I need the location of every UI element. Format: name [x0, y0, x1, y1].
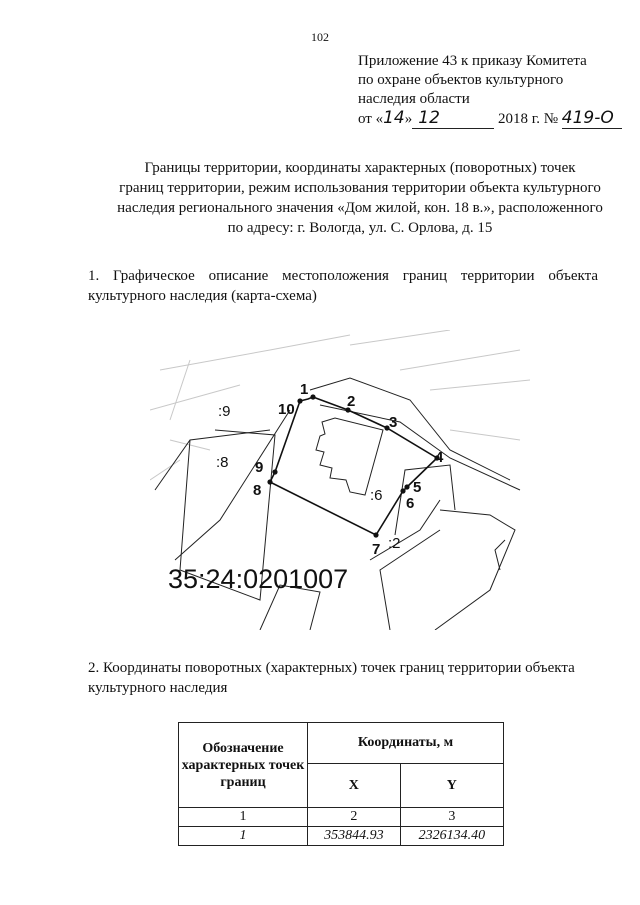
cadastral-map: [150, 330, 530, 630]
point-5: [404, 484, 409, 489]
point-label-8: 8: [253, 482, 262, 499]
date-year: 2018 г. №: [498, 111, 559, 127]
point-9: [272, 469, 277, 474]
title-line-4: по адресу: г. Вологда, ул. С. Орлова, д. 15: [227, 220, 493, 236]
map-background-lines: [150, 330, 530, 480]
date-month: 12: [412, 109, 494, 129]
point-label-9: 9: [255, 459, 264, 476]
coords-header: Координаты, м: [308, 723, 504, 764]
title-line-1: Границы территории, координаты характерных (поворотных) точек: [144, 160, 576, 176]
parcel-labels: [216, 403, 401, 552]
point-label-7: 7: [372, 541, 381, 558]
parcel-2-building: [435, 510, 515, 630]
x-header: X: [308, 764, 401, 808]
point-8: [267, 479, 272, 484]
parcel-label-9: :9: [218, 403, 231, 420]
section-2-line-2: культурного наследия: [88, 680, 228, 696]
point-10: [297, 398, 302, 403]
annex-header: [358, 52, 628, 129]
x-cell: 353844.93: [308, 827, 401, 846]
building-outline: [316, 418, 383, 495]
coordinates-table: [178, 722, 504, 846]
numbering-cell-2: 2: [308, 808, 401, 827]
annex-line-3: наследия области: [358, 91, 470, 107]
section-2-line-1: 2. Координаты поворотных (характерных) точек границ территории объекта: [88, 660, 575, 676]
y-header: Y: [400, 764, 503, 808]
annex-line-2: по охране объектов культурного: [358, 72, 564, 88]
parcel-6-outline: [395, 465, 455, 535]
point-labels: [253, 381, 444, 558]
section-1-heading: [88, 266, 598, 306]
cadastral-block-number: 35:24:0201007: [168, 564, 349, 594]
point-label-6: 6: [406, 495, 415, 512]
table-row: [179, 827, 504, 846]
point-label-4: 4: [435, 449, 444, 466]
numbering-cell-1: 1: [179, 808, 308, 827]
point-6: [400, 488, 405, 493]
parcel-6-edge: [370, 500, 440, 560]
territory-boundary: [270, 397, 437, 535]
point-label-3: 3: [389, 414, 398, 431]
y-cell: 2326134.40: [400, 827, 503, 846]
numbering-cell-3: 3: [400, 808, 503, 827]
date-mid: »: [404, 111, 413, 127]
annex-line-1: Приложение 43 к приказу Комитета: [358, 53, 587, 69]
point-cell: 1: [179, 827, 308, 846]
point-label-10: 10: [278, 401, 295, 418]
col-point-header: Обозначение характерных точек границ: [179, 723, 308, 808]
date-day: 14: [383, 108, 405, 128]
parcel-label-6: :6: [370, 487, 383, 504]
parcel-label-2: :2: [388, 535, 401, 552]
point-7: [373, 532, 378, 537]
point-label-5: 5: [413, 479, 422, 496]
section-2-heading: [88, 658, 598, 698]
annex-date-line: [358, 109, 628, 129]
section-1-line-2: культурного наследия (карта-схема): [88, 288, 317, 304]
page-number: 102: [311, 30, 329, 44]
document-title: [80, 158, 640, 238]
numbering-row: [179, 808, 504, 827]
title-line-3: наследия регионального значения «Дом жилой, кон. 18 в.», расположенного: [117, 200, 603, 216]
doc-number: 419-О: [562, 109, 622, 129]
section-1-line-1: 1. Графическое описание местоположения границ территории объекта: [88, 268, 598, 284]
parcel-9-top: [155, 430, 270, 490]
parcel-label-8: :8: [216, 454, 229, 471]
point-1: [310, 394, 315, 399]
parcel-9-edge: [175, 410, 290, 560]
point-label-2: 2: [347, 393, 356, 410]
date-prefix: от «: [358, 111, 384, 127]
point-label-1: 1: [300, 381, 309, 398]
title-line-2: границ территории, режим использования территории объекта культурного: [119, 180, 601, 196]
